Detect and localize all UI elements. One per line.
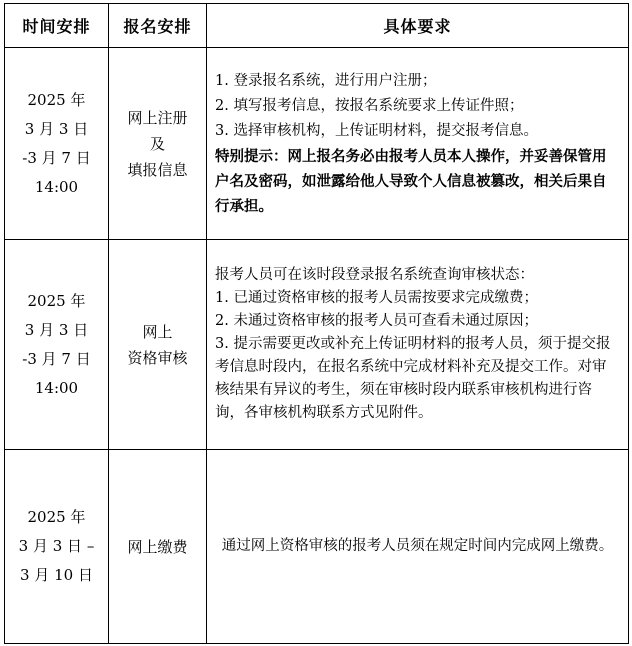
- arrangement-line: 网上: [142, 322, 173, 341]
- arrangement-line: 网上注册: [127, 108, 188, 127]
- arrangement-cell: [109, 48, 207, 240]
- requirement-item: 1. 登录报名系统，进行用户注册；: [215, 72, 437, 89]
- time-line: 14:00: [34, 378, 79, 397]
- requirements-cell: [207, 240, 629, 450]
- requirement-item: 1. 已通过资格审核的报考人员需按要求完成缴费；: [215, 290, 538, 306]
- requirements-cell: [207, 450, 629, 644]
- time-line: 3 月 3 日: [24, 119, 89, 138]
- time-cell: [5, 48, 109, 240]
- requirements-cell: [207, 48, 629, 240]
- requirement-item: 2. 未通过资格审核的报考人员可查看未通过原因；: [215, 313, 538, 329]
- requirement-item: 3. 选择审核机构，上传证明材料，提交报考信息。: [215, 122, 538, 139]
- registration-schedule-table: [4, 3, 629, 644]
- arrangement-line: 资格审核: [127, 348, 188, 367]
- time-line: 3 月 3 日 –: [18, 537, 95, 555]
- header-arrangement: 报名安排: [109, 4, 207, 48]
- header-time: 时间安排: [5, 4, 109, 48]
- arrangement-line: 网上缴费: [127, 537, 188, 556]
- time-line: 3 月 3 日: [24, 320, 89, 339]
- arrangement-cell: [109, 450, 207, 644]
- requirement-item: 3. 提示需要更改或补充上传证明材料的报考人员，须于提交报考信息时段内，在报名系统中完成材料补充及提交工作。对审核结果有异议的考生，须在审核时段内联系审核机构进行咨询，各审核机构联系方式见附件。: [215, 336, 611, 421]
- time-cell: [5, 240, 109, 450]
- time-line: -3 月 7 日: [22, 148, 91, 167]
- time-line: -3 月 7 日: [22, 349, 91, 368]
- time-line: 2025 年: [27, 90, 86, 109]
- requirement-item: 2. 填写报考信息，按报名系统要求上传证件照；: [215, 97, 524, 114]
- table-header-row: [5, 4, 629, 48]
- arrangement-cell: [109, 240, 207, 450]
- arrangement-line: 填报信息: [127, 160, 188, 179]
- requirement-item: 通过网上资格审核的报考人员须在规定时间内完成网上缴费。: [221, 538, 614, 554]
- time-line: 2025 年: [27, 291, 86, 310]
- time-line: 14:00: [34, 177, 79, 196]
- arrangement-line: 及: [149, 134, 165, 153]
- time-line: 2025 年: [27, 508, 86, 526]
- table-row-qualification-review: [5, 240, 629, 450]
- special-notice: 特别提示：网上报名务必由报考人员本人操作，并妥善保管用户名及密码，如泄露给他人导致个人信息被篡改，相关后果自行承担。: [215, 147, 607, 215]
- requirement-item: 报考人员可在该时段登录报名系统查询审核状态：: [215, 267, 534, 283]
- table-row-online-registration: [5, 48, 629, 240]
- header-requirements: 具体要求: [207, 4, 629, 48]
- table-row-online-payment: [5, 450, 629, 644]
- time-line: 3 月 10 日: [20, 566, 93, 584]
- time-cell: [5, 450, 109, 644]
